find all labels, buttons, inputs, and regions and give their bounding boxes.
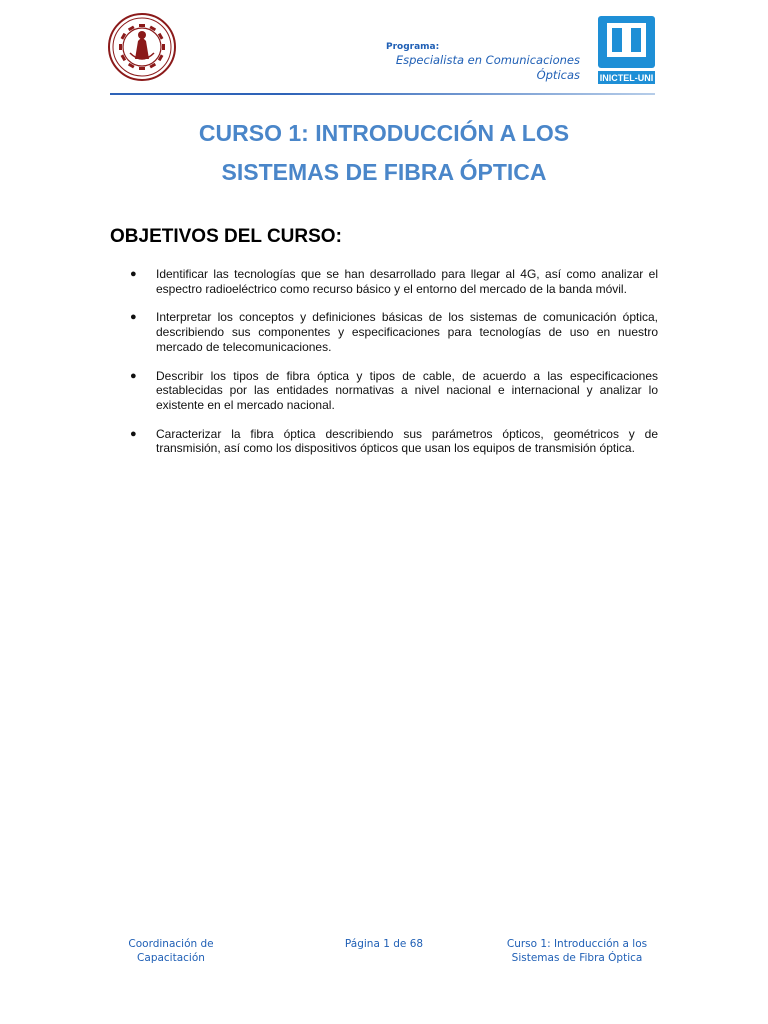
footer-course-line1: Curso 1: Introducción a los <box>506 938 648 950</box>
program-name <box>360 53 580 83</box>
footer-department <box>118 937 224 965</box>
objective-text: Describir los tipos de fibra óptica y tipos de cable, de acuerdo a las especificaciones establecidas por las entidades normativas a nivel nacional e internacional y analizar lo existente en el mercado nacional. <box>156 368 658 412</box>
footer-department-line1: Coordinación de <box>128 938 214 950</box>
objective-item <box>130 369 658 413</box>
objectives-list <box>130 267 658 470</box>
program-name-line2: Ópticas <box>536 68 580 82</box>
bullet-icon: ● <box>130 268 137 280</box>
objective-item <box>130 267 658 296</box>
objective-item <box>130 310 658 354</box>
objective-text: Caracterizar la fibra óptica describiendo sus parámetros ópticos, geométricos y de transmisión, así como los dispositivos ópticos que usan los equipos de transmisión óptica. <box>156 426 658 456</box>
course-title-line1: CURSO 1: INTRODUCCIÓN A LOS <box>198 120 570 146</box>
footer-course-line2: Sistemas de Fibra Óptica <box>511 952 643 964</box>
objective-item <box>130 427 658 456</box>
objective-text: Identificar las tecnologías que se han desarrollado para llegar al 4G, así como analizar el espectro radioeléctrico como recurso básico y el entorno del mercado de la banda móvil. <box>156 267 658 296</box>
header-divider <box>110 93 655 95</box>
footer-department-line2: Capacitación <box>137 952 205 964</box>
course-title <box>110 114 658 192</box>
university-seal-icon <box>108 13 176 81</box>
course-title-line2: SISTEMAS DE FIBRA ÓPTICA <box>221 159 547 185</box>
svg-text:INICTEL-UNI: INICTEL-UNI <box>599 73 654 83</box>
program-name-line1: Especialista en Comunicaciones <box>395 53 580 67</box>
program-label: Programa: <box>386 42 440 52</box>
inictel-uni-logo <box>597 15 656 85</box>
bullet-icon: ● <box>130 427 137 440</box>
bullet-icon: ● <box>130 369 137 382</box>
bullet-icon: ● <box>130 311 137 324</box>
footer-course-name <box>500 937 654 965</box>
objective-text: Interpretar los conceptos y definiciones básicas de los sistemas de comunicación óptica, describiendo sus componentes y especificaciones para tecnologías de uso en nuestro mercado de telecomunicaciones. <box>156 310 658 354</box>
objectives-heading: OBJETIVOS DEL CURSO: <box>110 226 342 247</box>
page-number: Página 1 de 68 <box>344 938 424 950</box>
